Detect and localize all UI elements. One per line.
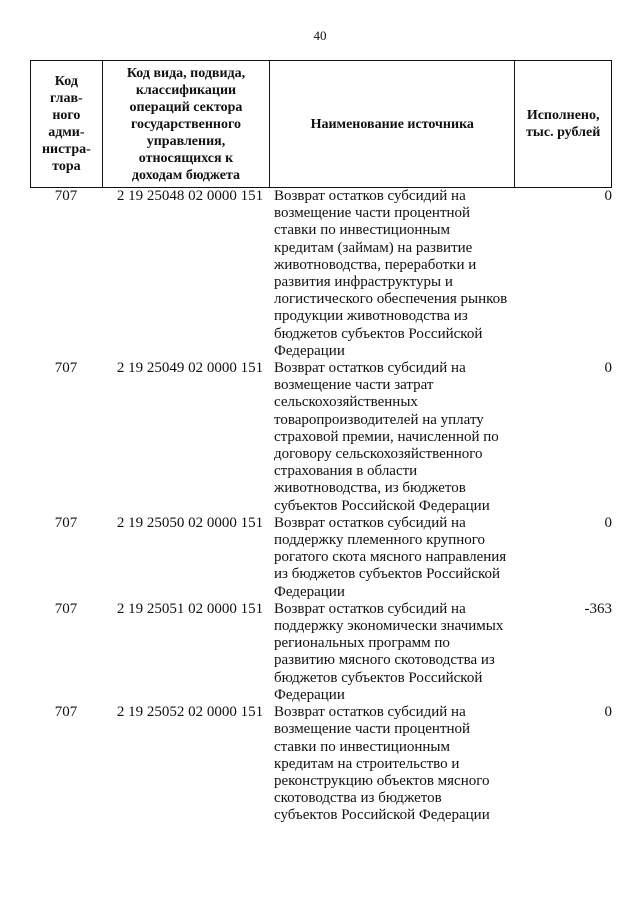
source-name-line: товаропроизводителей на уплату [274,411,484,428]
table-row [30,515,612,601]
source-name-line: животноводства, из бюджетов [274,480,466,497]
header-line: государственного [130,116,241,132]
source-name-line: ставки по инвестиционным [274,222,450,239]
classification-code-cell: 2 19 25048 02 0000 151 [116,188,264,204]
source-name-line: кредитам на строительство и [274,755,460,772]
page-number: 40 [313,28,327,43]
table-row [30,360,612,515]
header-line: Код вида, подвида, [126,65,246,81]
source-name-line: региональных программ по [274,635,450,652]
source-name-line: из бюджетов субъектов Российской [274,566,501,583]
admin-code-cell: 707 [54,514,78,531]
source-name-cell [274,704,524,824]
header-admin-code-text [42,73,91,175]
source-name-line: субъектов Российской Федерации [274,497,490,514]
source-name-line: развития инфраструктуры и [274,274,453,291]
classification-code-cell: 2 19 25050 02 0000 151 [116,514,264,531]
source-name-line: рогатого скота мясного направления [274,549,507,566]
source-name-cell [274,360,524,515]
source-name-line: бюджетов субъектов Российской [274,325,483,342]
executed-value-cell: 0 [604,188,612,204]
source-name-line: возмещение части затрат [274,377,434,394]
source-name-line: страховой премии, начисленной по [274,428,499,445]
header-classification-text [127,65,245,184]
header-line: классификации [135,82,237,98]
table-body [30,188,612,825]
source-name-line: кредитам (займам) на развитие [274,239,473,256]
source-name-line: реконструкцию объектов мясного [274,772,490,789]
header-classification-code [103,61,270,187]
source-name-line: страхования в области [274,463,418,480]
header-line: Наименование источника [310,116,474,132]
source-name-line: Возврат остатков субсидий на [274,704,466,721]
source-name-line: сельскохозяйственных [274,394,418,411]
admin-code-cell: 707 [54,704,78,721]
source-name-line: ставки по инвестиционным [274,738,450,755]
classification-code-cell: 2 19 25049 02 0000 151 [116,360,264,377]
executed-value-cell: 0 [604,514,612,531]
source-name-cell [274,515,524,601]
source-name-line: развитию мясного скотоводства из [274,652,495,669]
source-name-line: субъектов Российской Федерации [274,807,490,824]
table-header [30,60,612,188]
source-name-line: возмещение части процентной [274,205,471,222]
source-name-line: возмещение части процентной [274,721,471,738]
source-name-line: Федерации [274,342,345,359]
source-name-line: бюджетов субъектов Российской [274,669,483,686]
source-name-cell [274,188,524,360]
source-name-line: поддержку племенного крупного [274,532,486,549]
header-line: операций сектора [129,99,243,115]
source-name-line: Возврат остатков субсидий на [274,188,466,204]
header-line: адми- [48,125,85,140]
executed-value-cell: 0 [604,704,612,721]
source-name-line: Федерации [274,686,345,703]
source-name-line: скотоводства из бюджетов [274,790,442,807]
source-name-line: договору сельскохозяйственного [274,446,483,463]
header-line: управления, [146,133,226,149]
admin-code-cell: 707 [54,600,78,617]
classification-code-cell: 2 19 25052 02 0000 151 [116,704,264,721]
source-name-line: Возврат остатков субсидий на [274,514,466,531]
table-row [30,601,612,704]
header-line: Код [54,74,78,89]
admin-code-cell: 707 [54,188,78,204]
source-name-cell [274,601,524,704]
header-line: тыс. рублей [526,125,601,140]
header-line: глав- [50,91,83,106]
source-name-line: животноводства, переработки и [274,256,477,273]
table-row [30,188,612,360]
header-line: относящихся к [138,150,234,166]
source-name-line: Федерации [274,583,345,600]
source-name-line: поддержку экономически значимых [274,618,504,635]
header-executed-text [526,107,600,141]
header-line: доходам бюджета [131,167,241,183]
header-line: Исполнено, [526,108,600,123]
header-admin-code [31,61,103,187]
source-name-line: Возврат остатков субсидий на [274,360,466,377]
admin-code-cell: 707 [54,360,78,377]
header-line: ного [52,108,81,123]
header-source-name [270,61,515,187]
table-row [30,704,612,824]
header-line: нистра- [41,142,91,157]
executed-value-cell: 0 [604,360,612,377]
header-line: тора [52,159,81,174]
classification-code-cell: 2 19 25051 02 0000 151 [116,600,264,617]
source-name-line: Возврат остатков субсидий на [274,600,466,617]
executed-value-cell: -363 [584,600,612,617]
source-name-line: логистического обеспечения рынков [274,291,508,308]
header-executed [515,61,611,187]
source-name-line: продукции животноводства из [274,308,468,325]
